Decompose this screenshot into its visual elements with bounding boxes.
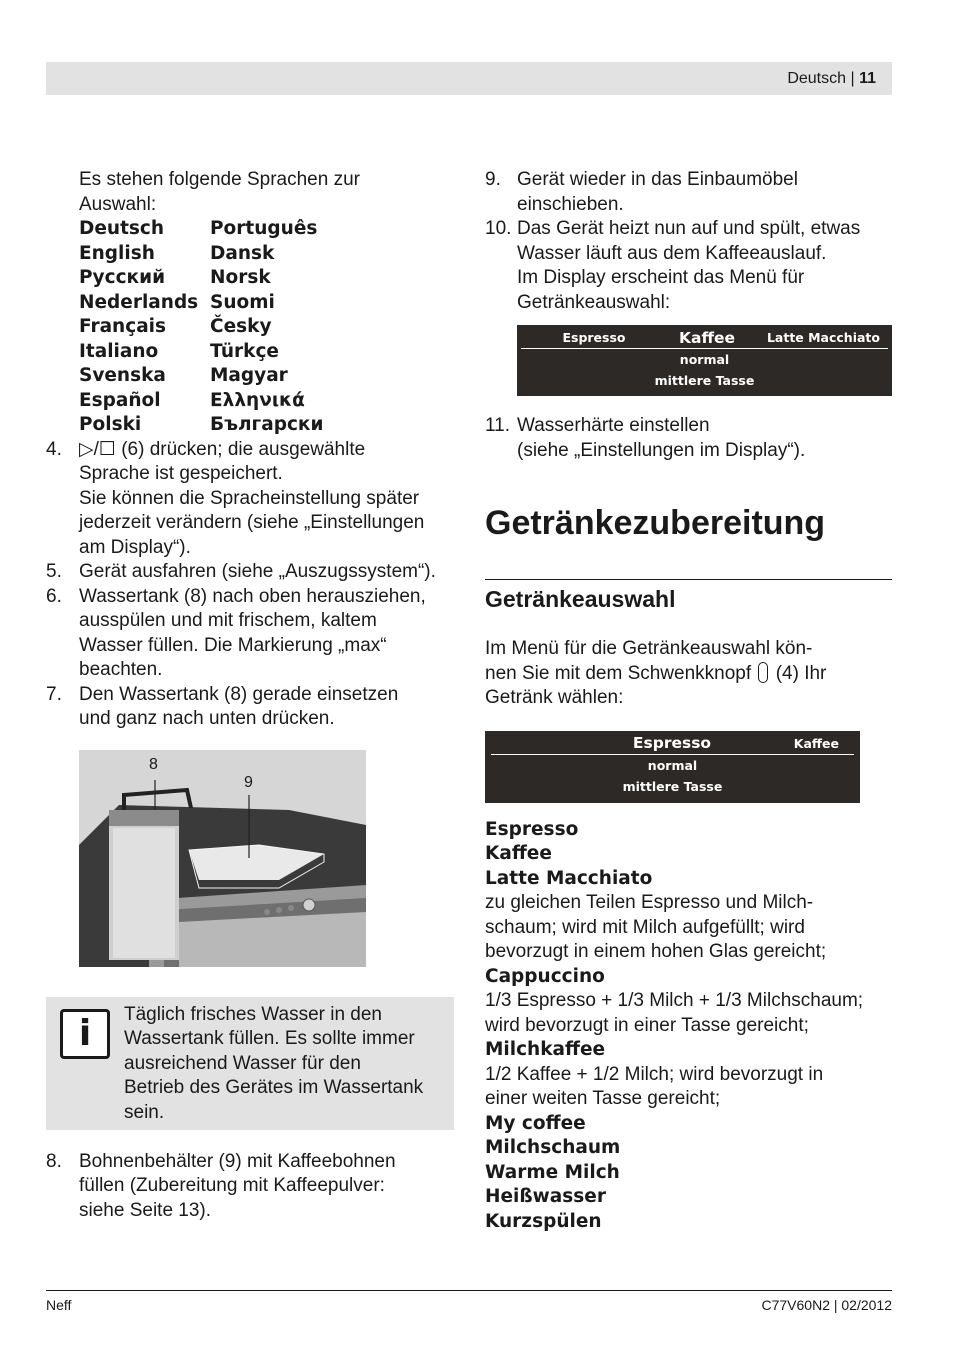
step-line: und ganz nach unten drücken. xyxy=(79,708,335,729)
info-text xyxy=(124,1003,448,1126)
step-line: Das Gerät heizt nun auf und spült, etwas xyxy=(517,218,861,239)
step-line: Wassertank (8) nach oben herausziehen, xyxy=(79,585,426,607)
drink-name: Milchkaffee xyxy=(485,1039,606,1060)
step-line: ausspülen und mit frischem, kaltem xyxy=(79,610,377,631)
step-number: 10. xyxy=(485,218,512,239)
step-line: siehe Seite 13). xyxy=(79,1199,212,1221)
display-tabs xyxy=(491,733,854,755)
language-item: Türkçe xyxy=(210,340,279,362)
step-line: jederzeit verändern (siehe „Einstellungen xyxy=(79,512,425,533)
section-heading: Getränkezubereitung xyxy=(485,504,826,542)
display-tabs xyxy=(521,327,888,349)
appliance-illustration xyxy=(79,750,366,967)
drink-description: schaum; wird mit Milch aufgefüllt; wird xyxy=(485,916,805,938)
language-item: English xyxy=(79,242,155,264)
step-line: Sprache ist gespeichert. xyxy=(79,463,283,484)
paragraph-line: Getränk wählen: xyxy=(485,687,624,708)
header-text xyxy=(787,70,876,88)
language-item: Español xyxy=(79,389,161,411)
step-line: beachten. xyxy=(79,659,163,680)
display-cup-size: mittlere Tasse xyxy=(654,373,755,388)
drink-description: einer weiten Tasse gereicht; xyxy=(485,1088,721,1109)
step-line: ▷/☐ (6) drücken; die ausgewählte xyxy=(79,438,366,460)
language-item: Suomi xyxy=(210,291,275,313)
drink-name: Kaffee xyxy=(485,843,552,864)
language-item: Česky xyxy=(210,316,272,337)
step-number: 8. xyxy=(46,1150,62,1172)
drink-list xyxy=(485,818,892,1235)
step-line: einschieben. xyxy=(517,193,624,215)
info-line: Täglich frisches Wasser in den xyxy=(124,1003,383,1025)
drink-name: Kurzspülen xyxy=(485,1210,602,1232)
language-item: Français xyxy=(79,316,167,337)
step-number: 7. xyxy=(46,683,62,705)
language-item: Ελληνικά xyxy=(210,389,305,411)
step-5 xyxy=(46,560,456,585)
section-divider xyxy=(485,579,892,580)
step-6 xyxy=(46,585,456,683)
step-8 xyxy=(46,1150,456,1224)
step-line: Wasser füllen. Die Markierung „max“ xyxy=(79,634,387,656)
step-11 xyxy=(485,414,892,463)
display-tab-right: Kaffee xyxy=(793,736,839,751)
paragraph-text: nen Sie mit dem Schwenkknopf xyxy=(485,662,752,684)
language-item: Italiano xyxy=(79,340,159,362)
info-line: sein. xyxy=(124,1101,165,1123)
display-tab-selected: Kaffee xyxy=(678,328,736,347)
display-screen-2 xyxy=(485,731,860,803)
step-line: Gerät ausfahren (siehe „Auszugssystem“). xyxy=(79,561,436,582)
step-4 xyxy=(46,438,456,561)
step-line: (siehe „Einstellungen im Display“). xyxy=(517,439,806,461)
step-line: am Display“). xyxy=(79,536,191,558)
step-7 xyxy=(46,683,456,732)
figure-label-9: 9 xyxy=(244,773,253,791)
drink-description: 1/2 Kaffee + 1/2 Milch; wird bevorzugt in xyxy=(485,1063,824,1085)
footer-doc-id: C77V60N2 | 02/2012 xyxy=(761,1297,892,1313)
language-item: Dansk xyxy=(210,242,275,264)
header-language: Deutsch xyxy=(787,70,847,87)
display-cup-size: mittlere Tasse xyxy=(622,778,723,794)
header-separator: | xyxy=(850,70,855,87)
info-line: ausreichend Wasser für den xyxy=(124,1052,361,1074)
display-strength: normal xyxy=(647,757,698,773)
rotary-knob-icon xyxy=(758,662,768,683)
step-number: 5. xyxy=(46,561,62,582)
language-item: Norsk xyxy=(210,267,271,288)
language-item: Deutsch xyxy=(79,218,165,239)
step-number: 6. xyxy=(46,585,62,607)
subsection-heading: Getränkeauswahl xyxy=(485,586,676,612)
right-column xyxy=(485,168,892,1234)
paragraph-line: Im Menü für die Getränkeauswahl kön- xyxy=(485,638,813,659)
paragraph-text: (4) Ihr xyxy=(775,662,827,684)
info-box xyxy=(46,997,454,1130)
language-item: Magyar xyxy=(210,365,288,386)
footer-brand: Neff xyxy=(46,1297,72,1313)
drink-name: Latte Macchiato xyxy=(485,867,653,889)
drink-name: Heißwasser xyxy=(485,1186,606,1207)
display-tab-selected-label: Espresso xyxy=(632,734,712,752)
display-tab-left: Espresso xyxy=(562,330,626,345)
drink-name: Cappuccino xyxy=(485,965,605,987)
drink-name: Milchschaum xyxy=(485,1137,621,1158)
step-line: Den Wassertank (8) gerade einsetzen xyxy=(79,683,399,705)
display-tab-selected xyxy=(491,734,853,752)
step-9 xyxy=(485,168,892,217)
step-line: Getränkeauswahl: xyxy=(517,291,671,313)
language-item: Български xyxy=(210,414,324,435)
figure-label-8: 8 xyxy=(149,755,158,773)
step-line: Im Display erscheint das Menü für xyxy=(517,267,805,288)
display-screen-1 xyxy=(517,325,892,396)
step-line: füllen (Zubereitung mit Kaffeepulver: xyxy=(79,1175,385,1196)
drink-name: My coffee xyxy=(485,1112,586,1134)
step-line: Gerät wieder in das Einbaumöbel xyxy=(517,169,798,190)
language-item: Svenska xyxy=(79,365,166,386)
language-item: Nederlands xyxy=(79,291,199,313)
step-number: 11. xyxy=(485,415,511,436)
language-item: Português xyxy=(210,218,318,239)
drink-selection-paragraph xyxy=(485,637,892,711)
left-column xyxy=(46,168,456,1223)
drink-name: Warme Milch xyxy=(485,1161,620,1183)
page-number: 11 xyxy=(859,70,876,87)
display-tab-right: Latte Macchiato xyxy=(766,330,880,345)
appliance-figure xyxy=(79,750,366,967)
step-line: Sie können die Spracheinstellung später xyxy=(79,487,420,509)
step-line: Wasser läuft aus dem Kaffeeauslauf. xyxy=(517,242,827,264)
drink-description: 1/3 Espresso + 1/3 Milch + 1/3 Milchschaum; xyxy=(485,990,864,1011)
drink-description: bevorzugt in einem hohen Glas gereicht; xyxy=(485,941,827,962)
drink-description: zu gleichen Teilen Espresso und Milch- xyxy=(485,892,814,913)
step-10 xyxy=(485,217,892,315)
step-number: 9. xyxy=(485,169,501,190)
paragraph-line-with-knob xyxy=(485,662,892,687)
info-line: Betrieb des Gerätes im Wassertank xyxy=(124,1077,424,1098)
info-line: Wassertank füllen. Es sollte immer xyxy=(124,1028,415,1049)
language-item: Polski xyxy=(79,414,142,435)
drink-description: wird bevorzugt in einer Tasse gereicht; xyxy=(485,1014,809,1036)
display-strength: normal xyxy=(679,352,730,367)
footer-divider xyxy=(46,1290,892,1291)
language-item: Русский xyxy=(79,267,166,288)
step-line: Wasserhärte einstellen xyxy=(517,415,710,436)
language-intro: Es stehen folgende Sprachen zur Auswahl: xyxy=(79,169,360,215)
step-number: 4. xyxy=(46,438,62,460)
page-header xyxy=(46,62,892,95)
language-list xyxy=(46,217,456,438)
step-line: Bohnenbehälter (9) mit Kaffeebohnen xyxy=(79,1150,396,1172)
info-icon: i xyxy=(60,1009,110,1059)
drink-name: Espresso xyxy=(485,818,579,840)
